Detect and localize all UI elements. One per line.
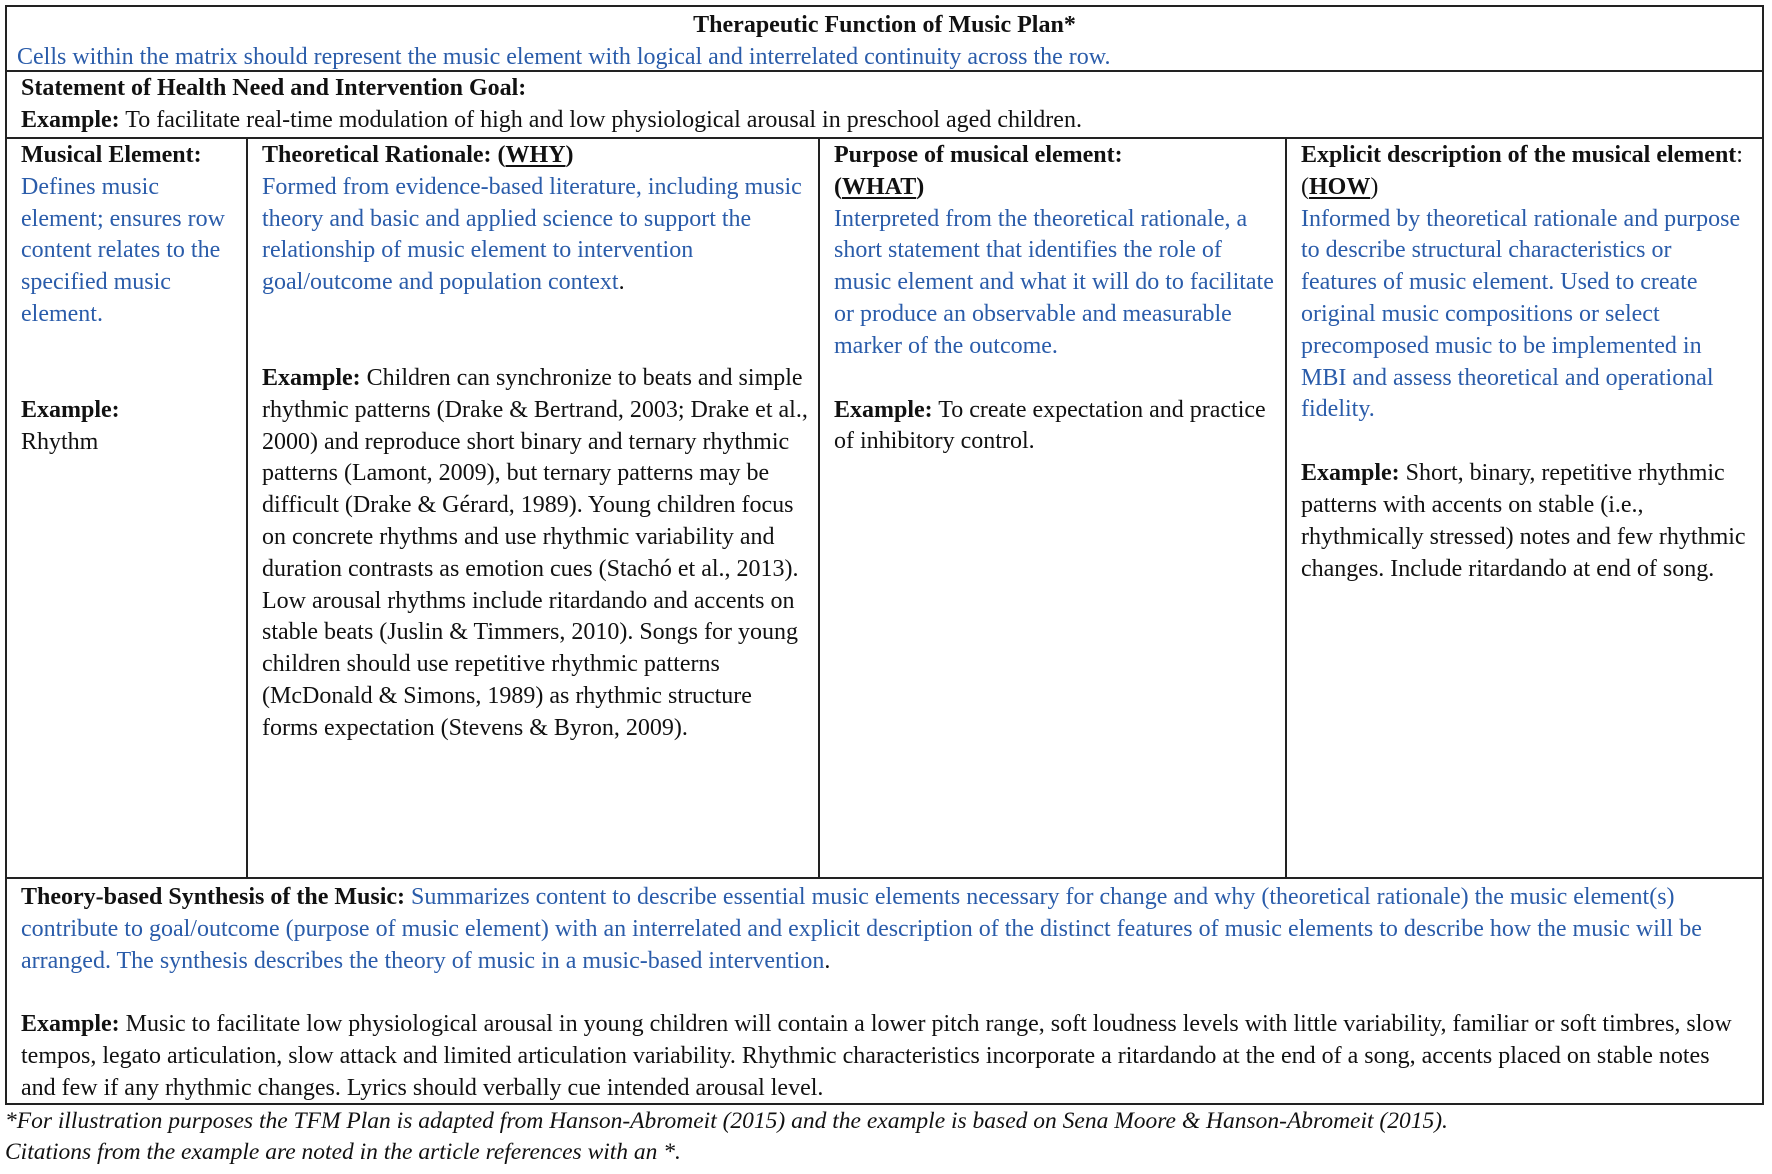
column-purpose [818,139,1285,877]
what-heading-open: ( [834,173,842,200]
plan-header [7,7,1762,72]
element-example-text: Rhythm [21,428,99,455]
why-heading [262,140,808,172]
synthesis-heading: Theory-based Synthesis of the Music: [21,884,406,910]
synthesis-example-text: Music to facilitate low physiological arousal in young children will contain a lower pitch range, soft loudness levels with little variability, familiar or soft timbres, slow tempos, legato articulation, slow attack and limited articulation variability. Rhythmic characteristics incorporate a ritardando at the end of a song, accents placed on stable notes and few if any rhythmic changes. Lyrics should verbally cue intended arousal level. [21,1011,1732,1101]
why-keyword: WHY [505,142,566,168]
how-heading-close: ) [1370,173,1379,200]
goal-example [21,105,1748,137]
what-heading-keyword-line [834,172,1275,204]
how-heading-colon: : ( [1301,142,1743,200]
goal-example-label: Example: [21,106,120,133]
how-heading [1301,140,1752,204]
spacer [834,363,1275,395]
why-example-label: Example: [262,364,361,391]
spacer [21,331,236,395]
column-musical-element [7,139,246,877]
how-example-text: Short, binary, repetitive rhythmic patterns with accents on stable (i.e., rhythmically stressed) notes and few rhythmic changes. Include ritardando at end of song. [1301,460,1746,582]
why-description-end: . [618,269,625,296]
column-explicit-description [1285,139,1762,877]
spacer [262,299,808,363]
what-example [834,395,1275,459]
synthesis-description [21,882,1748,977]
how-description: Informed by theoretical rationale and purpose to describe structural characteristics or features of music element. Used to create original music compositions or select precomposed music to be implemented in MBI and assess theoretical and operational fidelity. [1301,205,1741,423]
element-example-label: Example: [21,396,120,423]
footnote-line-2: Citations from the example are noted in the article references with an *. [5,1139,681,1165]
synthesis-description-text: Summarizes content to describe essential music elements necessary for change and why (theoretical rationale) the music element(s) contribute to goal/outcome (purpose of music element) with an interrelated and explicit description of the distinct features of music elements to describe how the music will be arranged. The synthesis describes the theory of music in a music-based intervention [21,884,1702,974]
how-example [1301,458,1752,585]
element-heading: Musical Element: [21,142,202,168]
how-example-label: Example: [1301,460,1400,487]
column-theoretical-rationale [246,139,818,877]
goal-heading: Statement of Health Need and Intervention Goal: [21,75,527,101]
what-example-text: To create expectation and practice of inhibitory control. [834,396,1266,455]
what-heading: Purpose of musical element: [834,142,1123,168]
why-description-text: Formed from evidence-based literature, including music theory and basic and applied science to support the relationship of music element to intervention goal/outcome and population context [262,173,802,296]
spacer [1301,426,1752,458]
why-heading-text: Theoretical Rationale: ( [262,142,506,168]
why-heading-close: ) [565,142,574,168]
footnote [5,1106,1764,1168]
music-element-matrix [7,139,1762,879]
synthesis-description-end: . [824,947,831,974]
health-need-goal-section [7,72,1762,139]
why-description [262,172,808,299]
plan-instruction: Cells within the matrix should represent the music element with logical and interrelated continuity across the row. [17,43,1111,70]
why-example [262,363,808,745]
how-keyword: HOW [1309,173,1371,200]
synthesis-section [7,879,1762,1103]
what-description: Interpreted from the theoretical rationale, a short statement that identifies the role of music element and what it will do to facilitate or produce an observable and measurable marker of the outcome. [834,205,1274,359]
goal-example-text: To facilitate real-time modulation of high and low physiological arousal in preschool aged children. [119,106,1082,133]
what-heading-close: ) [916,173,925,200]
synthesis-example-label: Example: [21,1011,120,1038]
what-example-label: Example: [834,396,933,423]
how-heading-text: Explicit description of the musical element [1301,142,1737,168]
plan-title: Therapeutic Function of Music Plan* [693,12,1076,38]
why-example-text: Children can synchronize to beats and simple rhythmic patterns (Drake & Bertrand, 2003; Drake et al., 2000) and reproduce short binary and ternary rhythmic patterns (Lamont, 2009), but ternary patterns may be difficult (Drake & Gérard, 1989). Young children focus on concrete rhythms and use rhythmic variability and duration contrasts as emotion cues (Stachó et al., 2013). Low arousal rhythms include ritardando and accents on stable beats (Juslin & Timmers, 2010). Songs for young children should use repetitive rhythmic patterns (McDonald & Simons, 1989) as rhythmic structure forms expectation (Stevens & Byron, 2009). [262,364,808,741]
what-keyword: WHAT [842,173,917,200]
footnote-line-1: *For illustration purposes the TFM Plan is adapted from Hanson-Abromeit (2015) and the example is based on Sena Moore & Hanson-Abromeit (2015). [5,1108,1448,1134]
synthesis-example [21,1009,1748,1104]
element-description: Defines music element; ensures row content relates to the specified music element. [21,173,225,327]
tfm-plan-table [5,5,1764,1105]
spacer [21,977,1748,1009]
